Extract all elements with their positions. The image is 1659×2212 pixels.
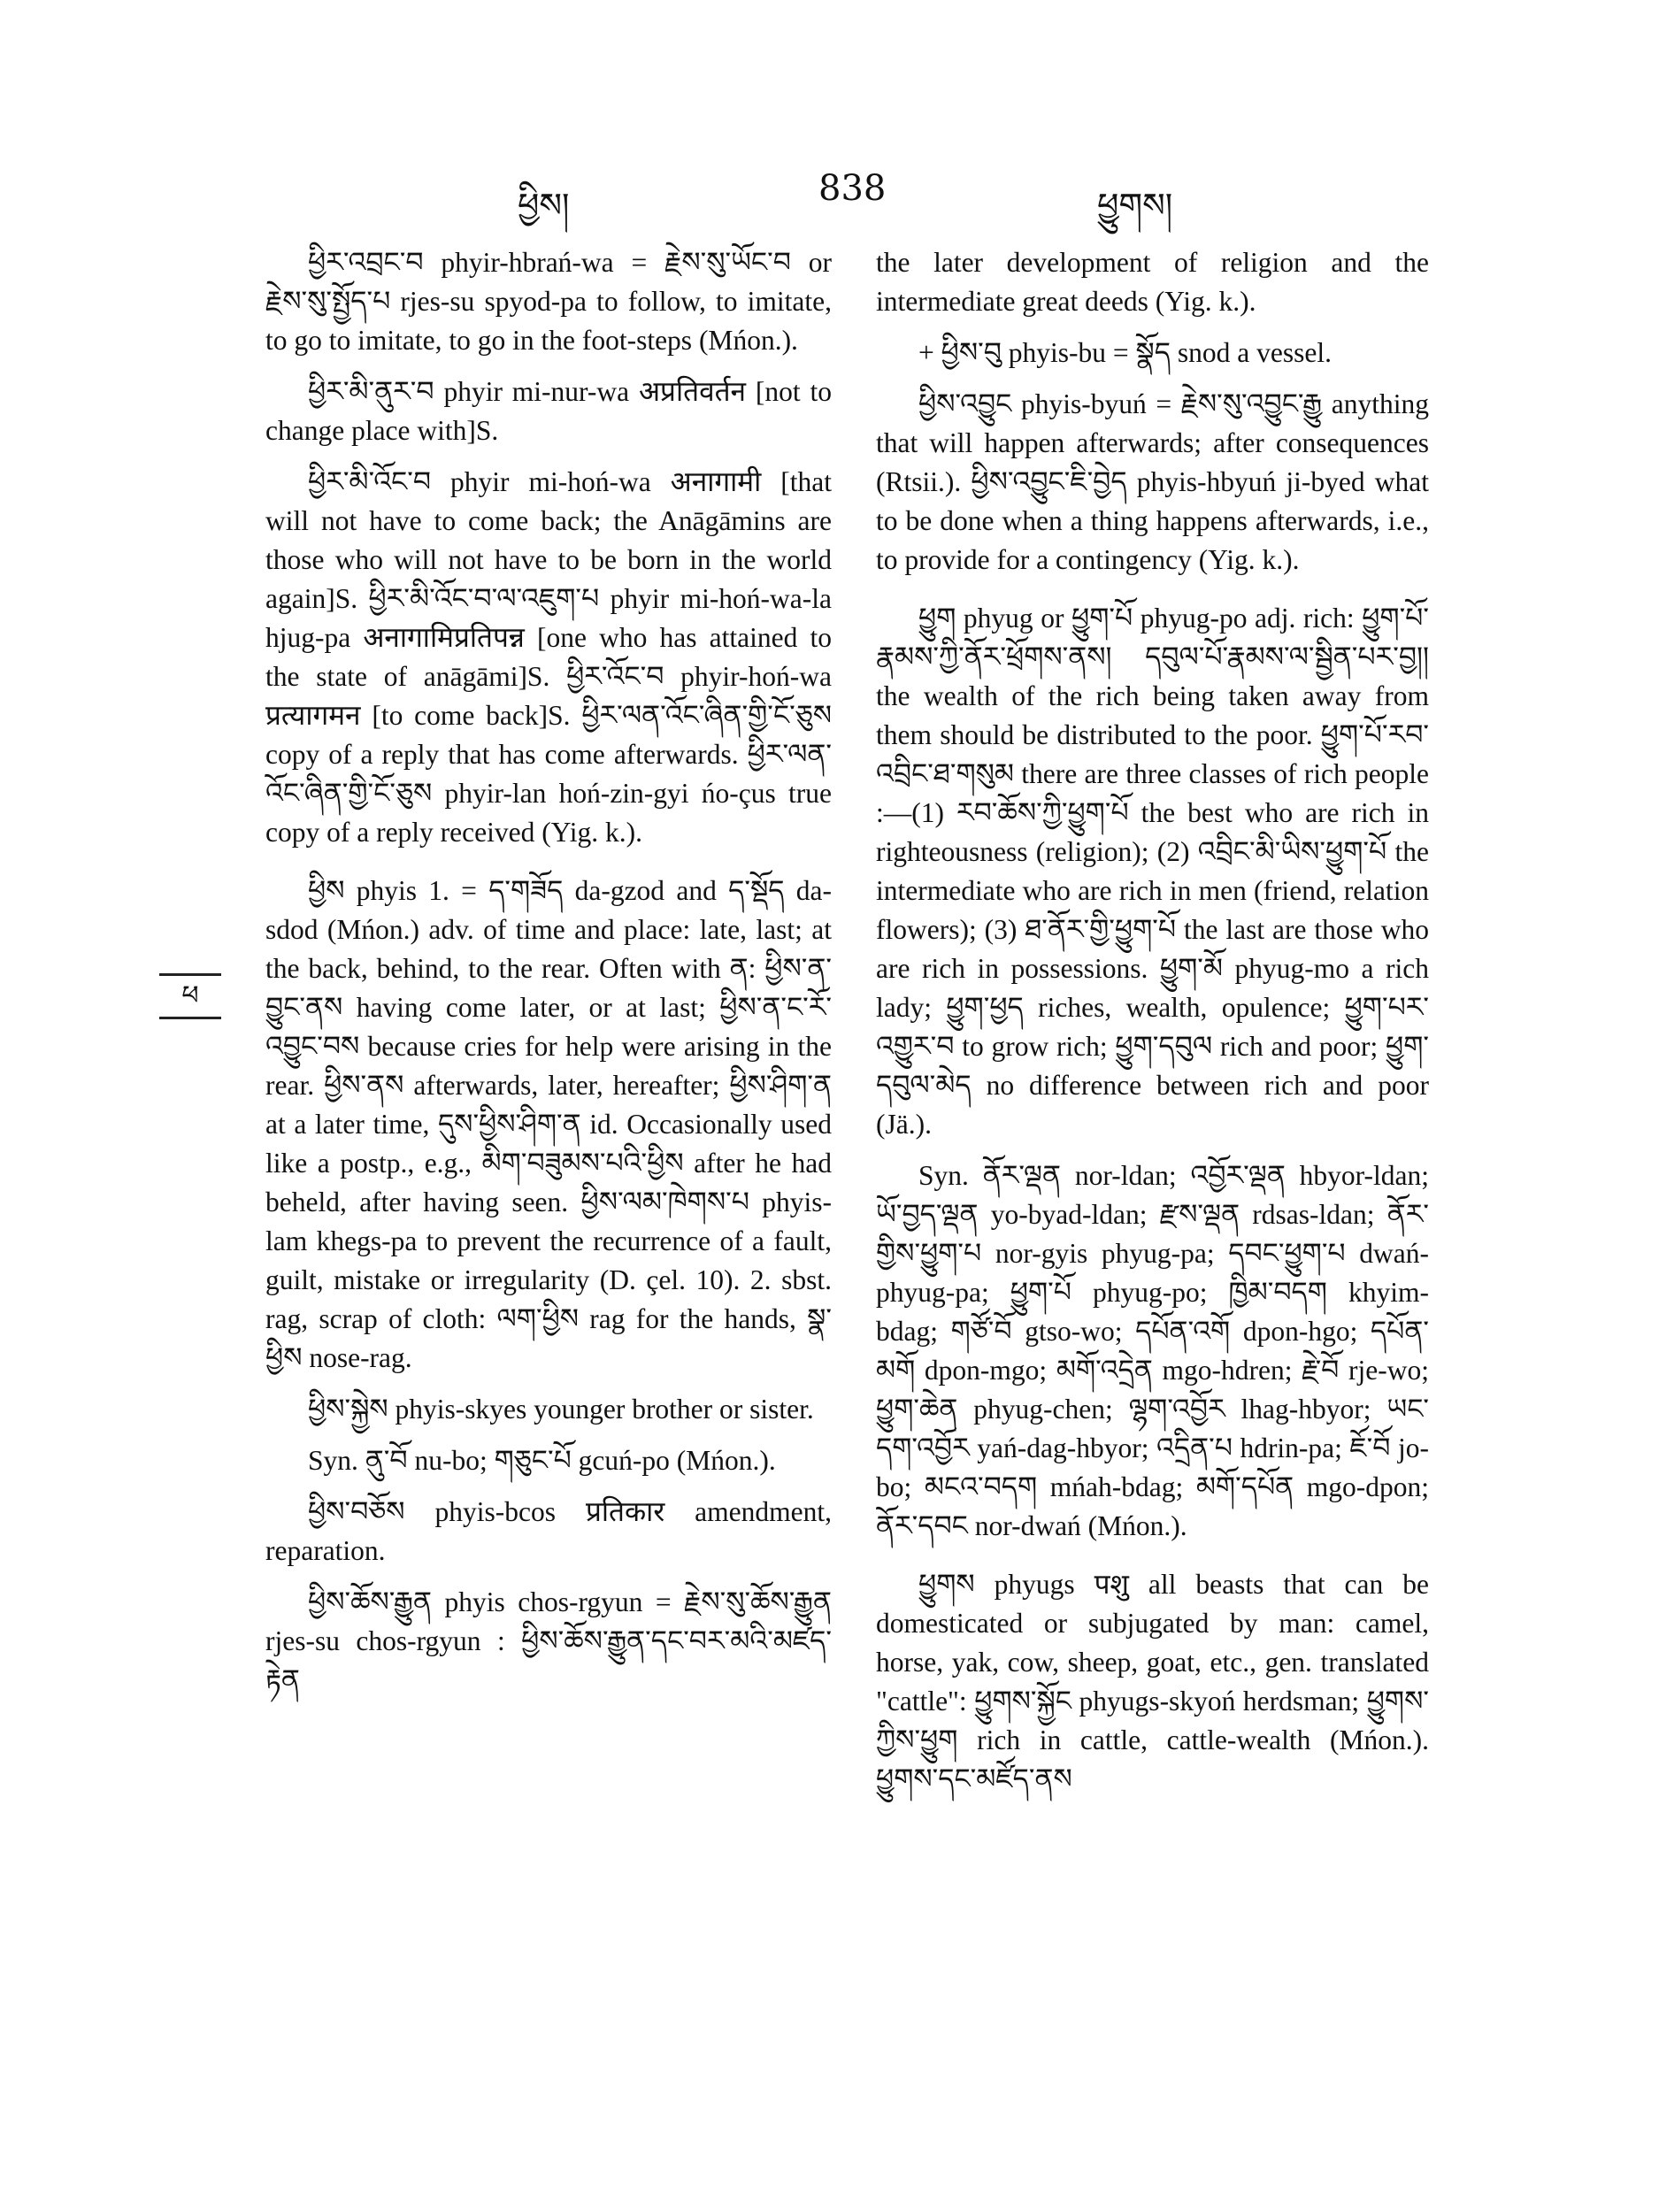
- entry-phyir-hbran-wa: ཕྱིར་འབྲང་བ phyir-hbrań-wa = རྗེས་སུ་ཡོང་བ or རྗེས་སུ་སྤྱོད་པ rjes-su spyod-pa to follow, to imitate, to go to imitate, to go in the foot-steps (Mńon.).: [265, 247, 832, 356]
- page-header: [0, 168, 1659, 225]
- page-number: 838: [818, 168, 887, 209]
- header-left-word: ཕྱིས།: [518, 186, 570, 225]
- entry-phyis-skyes: ཕྱིས་སྐྱེས phyis-skyes younger brother or sister.: [308, 1394, 814, 1425]
- entry-phyir-mi-nur-wa: ཕྱིར་མི་ནུར་བ phyir mi-nur-wa अप्रतिवर्तन [not to change place with]S.: [265, 376, 832, 446]
- entry-synonyms: Syn. ནུ་བོ nu-bo; གཅུང་པོ gcuń-po (Mńon.).: [308, 1445, 776, 1476]
- entry-phyis-chos-rgyun: ཕྱིས་ཆོས་རྒྱུན phyis chos-rgyun = རྗེས་སུ་ཆོས་རྒྱུན rjes-su chos-rgyun : ཕྱིས་ཆོས་རྒྱུན་དང་བར་མའི་མཛད་རྟེན: [265, 1586, 832, 1695]
- header-right-word: ཕྱུགས།: [1097, 186, 1173, 225]
- entry-phyir-mi-hon-wa: ཕྱིར་མི་འོང་བ phyir mi-hoń-wa अनागामी [that will not have to come back; the Anāgāmins are those who will not have to be born in the world again]S. ཕྱིར་མི་འོང་བ་ལ་འཇུག་པ phyir mi-hoń-wa-la hjug-pa अनागामिप्रतिपन्न [one who has attained to the state of anāgāmi]S. ཕྱིར་འོང་བ phyir-hoń-wa प्रत्यागमन [to come back]S. ཕྱིར་ལན་འོང་ཞིན་གྱི་ངོ་ཅུས copy of a reply that has come afterwards. ཕྱིར་ལན་འོང་ཞིན་གྱི་ངོ་ཅུས phyir-lan hoń-zin-gyi ńo-çus true copy of a reply received (Yig. k.).: [265, 466, 832, 848]
- entry-phyugs: ཕྱུགས phyugs पशु all beasts that can be domesticated or subjugated by man: camel, horse, yak, cow, sheep, goat, etc., gen. translated "cattle": ཕྱུགས་སྐྱོང phyugs-skyoń herdsman; ཕྱུགས་ཀྱིས་ཕྱུག rich in cattle, cattle-wealth (Mńon.). ཕྱུགས་དང་མཛོད་ནས: [876, 1569, 1429, 1794]
- entry-phyis-bu: + ཕྱིས་བུ phyis-bu = སྣོད snod a vessel.: [918, 337, 1333, 368]
- left-column: [265, 243, 832, 1712]
- margin-letter-mark: ཕ: [159, 973, 221, 1019]
- entry-phyug-synonyms: Syn. ནོར་ལྡན nor-ldan; འབྱོར་ལྡན hbyor-ldan; ཡོ་བྱད་ལྡན yo-byad-ldan; རྫས་ལྡན rdsas-ldan; ནོར་གྱིས་ཕྱུག་པ nor-gyis phyug-pa; དབང་ཕྱུག་པ dwań-phyug-pa; ཕྱུག་པོ phyug-po; ཁྱིམ་བདག khyim-bdag; གཙོ་བོ gtso-wo; དཔོན་འགོ dpon-hgo; དཔོན་མགོ dpon-mgo; མགོ་འདྲེན mgo-hdren; རྗེ་བོ rje-wo; ཕྱུག་ཆེན phyug-chen; ལྷག་འབྱོར lhag-hbyor; ཡང་དག་འབྱོར yań-dag-hbyor; འདྲིན་པ hdrin-pa; ཇོ་བོ jo-bo; མངའ་བདག mńah-bdag; མགོ་དཔོན mgo-dpon; ནོར་དབང nor-dwań (Mńon.).: [876, 1160, 1429, 1541]
- entry-phyis: ཕྱིས phyis 1. = ད་གཟོད da-gzod and ད་སྡོད da-sdod (Mńon.) adv. of time and place: late, last; at the back, behind, to the rear. Often with ན: ཕྱིས་ན་བྱུང་ནས having come later, or at last; ཕྱིས་ན་ང་རོ་འབྱུང་བས because cries for help were arising in the rear. ཕྱིས་ནས afterwards, later, hereafter; ཕྱིས་ཤིག་ན at a later time, དུས་ཕྱིས་ཤིག་ན id. Occasionally used like a postp., e.g., མིག་བཟུམས་པའི་ཕྱིས after he had beheld, after having seen. ཕྱིས་ལམ་ཁེགས་པ phyis-lam khegs-pa to prevent the recurrence of a fault, guilt, mistake or irregularity (D. çel. 10). 2. sbst. rag, scrap of cloth: ལག་ཕྱིས rag for the hands, སྣ་ཕྱིས nose-rag.: [265, 875, 832, 1373]
- entry-phyis-bcos: ཕྱིས་བཅོས phyis-bcos प्रतिकार amendment, reparation.: [265, 1496, 832, 1566]
- entry-continuation: the later development of religion and the intermediate great deeds (Yig. k.).: [876, 247, 1429, 317]
- entry-phyug: ཕྱུག phyug or ཕྱུག་པོ phyug-po adj. rich: ཕྱུག་པོ་རྣམས་ཀྱི་ནོར་ཕྲོགས་ནས། དབུལ་པོ་རྣམས་ལ་སྦྱིན་པར་བྱ།། the wealth of the rich being taken away from them should be distributed to the poor. ཕྱུག་པོ་རབ་འབྲིང་ཐ་གསུམ there are three classes of rich people :—(1) རབ་ཆོས་ཀྱི་ཕྱུག་པོ the best who are rich in righteousness (religion); (2) འབྲིང་མི་ཡིས་ཕྱུག་པོ the intermediate who are rich in men (friend, relation flowers); (3) ཐ་ནོར་གྱི་ཕྱུག་པོ the last are those who are rich in possessions. ཕྱུག་མོ phyug-mo a rich lady; ཕྱུག་ཕྱད riches, wealth, opulence; ཕྱུག་པར་འགྱུར་བ to grow rich; ཕྱུག་དབུལ rich and poor; ཕྱུག་དབུལ་མེད no difference between rich and poor (Jä.).: [876, 603, 1429, 1140]
- entry-phyis-byun: ཕྱིས་འབྱུང phyis-byuń = རྗེས་སུ་འབྱུང་རྒྱུ anything that will happen afterwards; after consequences (Rtsii.). ཕྱིས་འབྱུང་ཇི་བྱེད phyis-hbyuń ji-byed what to be done when a thing happens afterwards, i.e., to provide for a contingency (Yig. k.).: [876, 388, 1429, 575]
- right-column: [876, 243, 1429, 1811]
